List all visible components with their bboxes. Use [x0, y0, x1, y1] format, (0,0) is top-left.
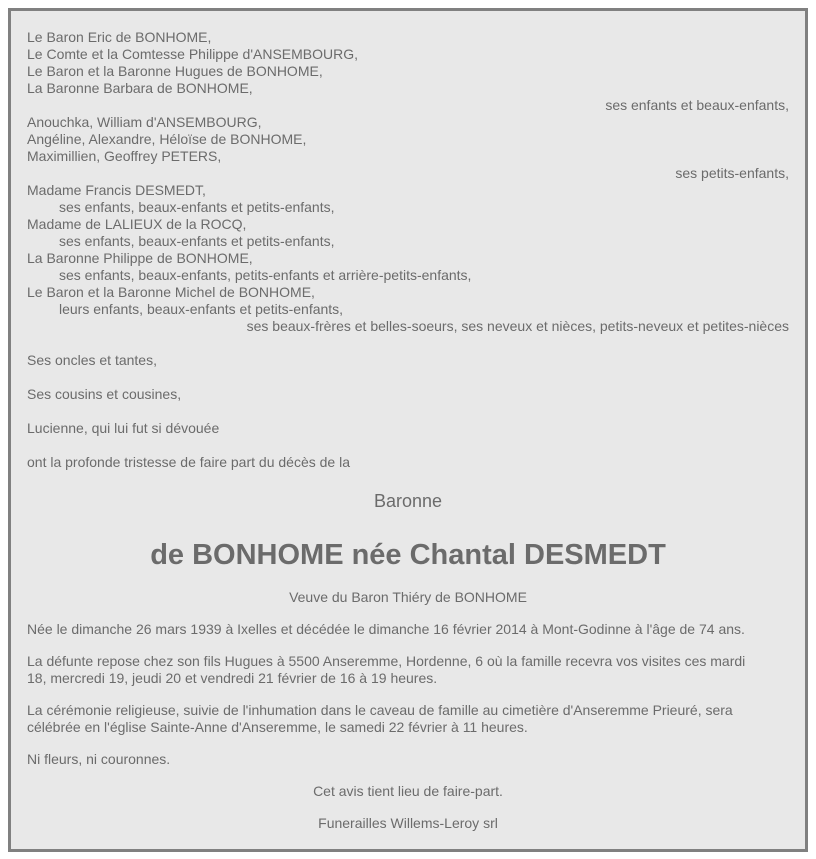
visitation-text: 18, mercredi 19, jeudi 20 et vendredi 21 février de 16 à 19 heures.: [27, 670, 438, 686]
visitation-text: La défunte repose chez son fils Hugues à 5500 Anseremme, Hordenne, 6 où la famille recevra vos visites ces mardi: [27, 653, 746, 669]
family-member: Maximillien, Geoffrey PETERS,: [27, 148, 222, 164]
family-member: Anouchka, William d'ANSEMBOURG,: [27, 114, 262, 130]
relation-label: ses petits-enfants,: [675, 165, 789, 181]
widow-of: Veuve du Baron Thiéry de BONHOME: [289, 589, 527, 605]
relation-label: ses enfants, beaux-enfants et petits-enfants,: [59, 233, 335, 249]
family-member: Madame Francis DESMEDT,: [27, 182, 206, 198]
family-member: Le Comte et la Comtesse Philippe d'ANSEMBOURG,: [27, 46, 359, 62]
ceremony-text: La cérémonie religieuse, suivie de l'inhumation dans le caveau de famille au cimetière d'Anseremme Prieuré, sera: [27, 702, 733, 718]
family-member: La Baronne Philippe de BONHOME,: [27, 250, 253, 266]
relation-label: ses beaux-frères et belles-soeurs, ses neveux et nièces, petits-neveux et petites-nièces: [246, 318, 789, 334]
relation-label: ses enfants, beaux-enfants et petits-enfants,: [59, 199, 335, 215]
deceased-title: Baronne: [373, 491, 443, 511]
family-member: Le Baron et la Baronne Hugues de BONHOME,: [27, 63, 323, 79]
family-member: Angéline, Alexandre, Héloïse de BONHOME,: [27, 131, 307, 147]
deceased-name: de BONHOME née Chantal DESMEDT: [150, 539, 666, 571]
cousins: Ses cousins et cousines,: [27, 386, 182, 402]
obituary-content: [27, 29, 789, 832]
no-flowers-text: Ni fleurs, ni couronnes.: [27, 751, 171, 767]
announcement-text: ont la profonde tristesse de faire part du décès de la: [27, 454, 350, 470]
uncles-aunts: Ses oncles et tantes,: [27, 352, 157, 368]
faire-part-text: Cet avis tient lieu de faire-part.: [313, 783, 503, 799]
family-member: La Baronne Barbara de BONHOME,: [27, 80, 253, 96]
caretaker: Lucienne, qui lui fut si dévouée: [27, 420, 220, 436]
birth-death-text: Née le dimanche 26 mars 1939 à Ixelles et décédée le dimanche 16 février 2014 à Mont-Godinne à l'âge de 74 ans.: [27, 621, 745, 637]
relation-label: leurs enfants, beaux-enfants et petits-enfants,: [59, 301, 344, 317]
ceremony-text: célébrée en l'église Sainte-Anne d'Anseremme, le samedi 22 février à 11 heures.: [27, 719, 528, 735]
family-member: Le Baron et la Baronne Michel de BONHOME,: [27, 284, 315, 300]
family-member: Le Baron Eric de BONHOME,: [27, 29, 212, 45]
obituary-notice: [8, 8, 808, 852]
family-member: Madame de LALIEUX de la ROCQ,: [27, 216, 247, 232]
relation-label: ses enfants, beaux-enfants, petits-enfants et arrière-petits-enfants,: [59, 267, 472, 283]
relation-label: ses enfants et beaux-enfants,: [605, 97, 789, 113]
funeral-home: Funerailles Willems-Leroy srl: [318, 815, 498, 831]
